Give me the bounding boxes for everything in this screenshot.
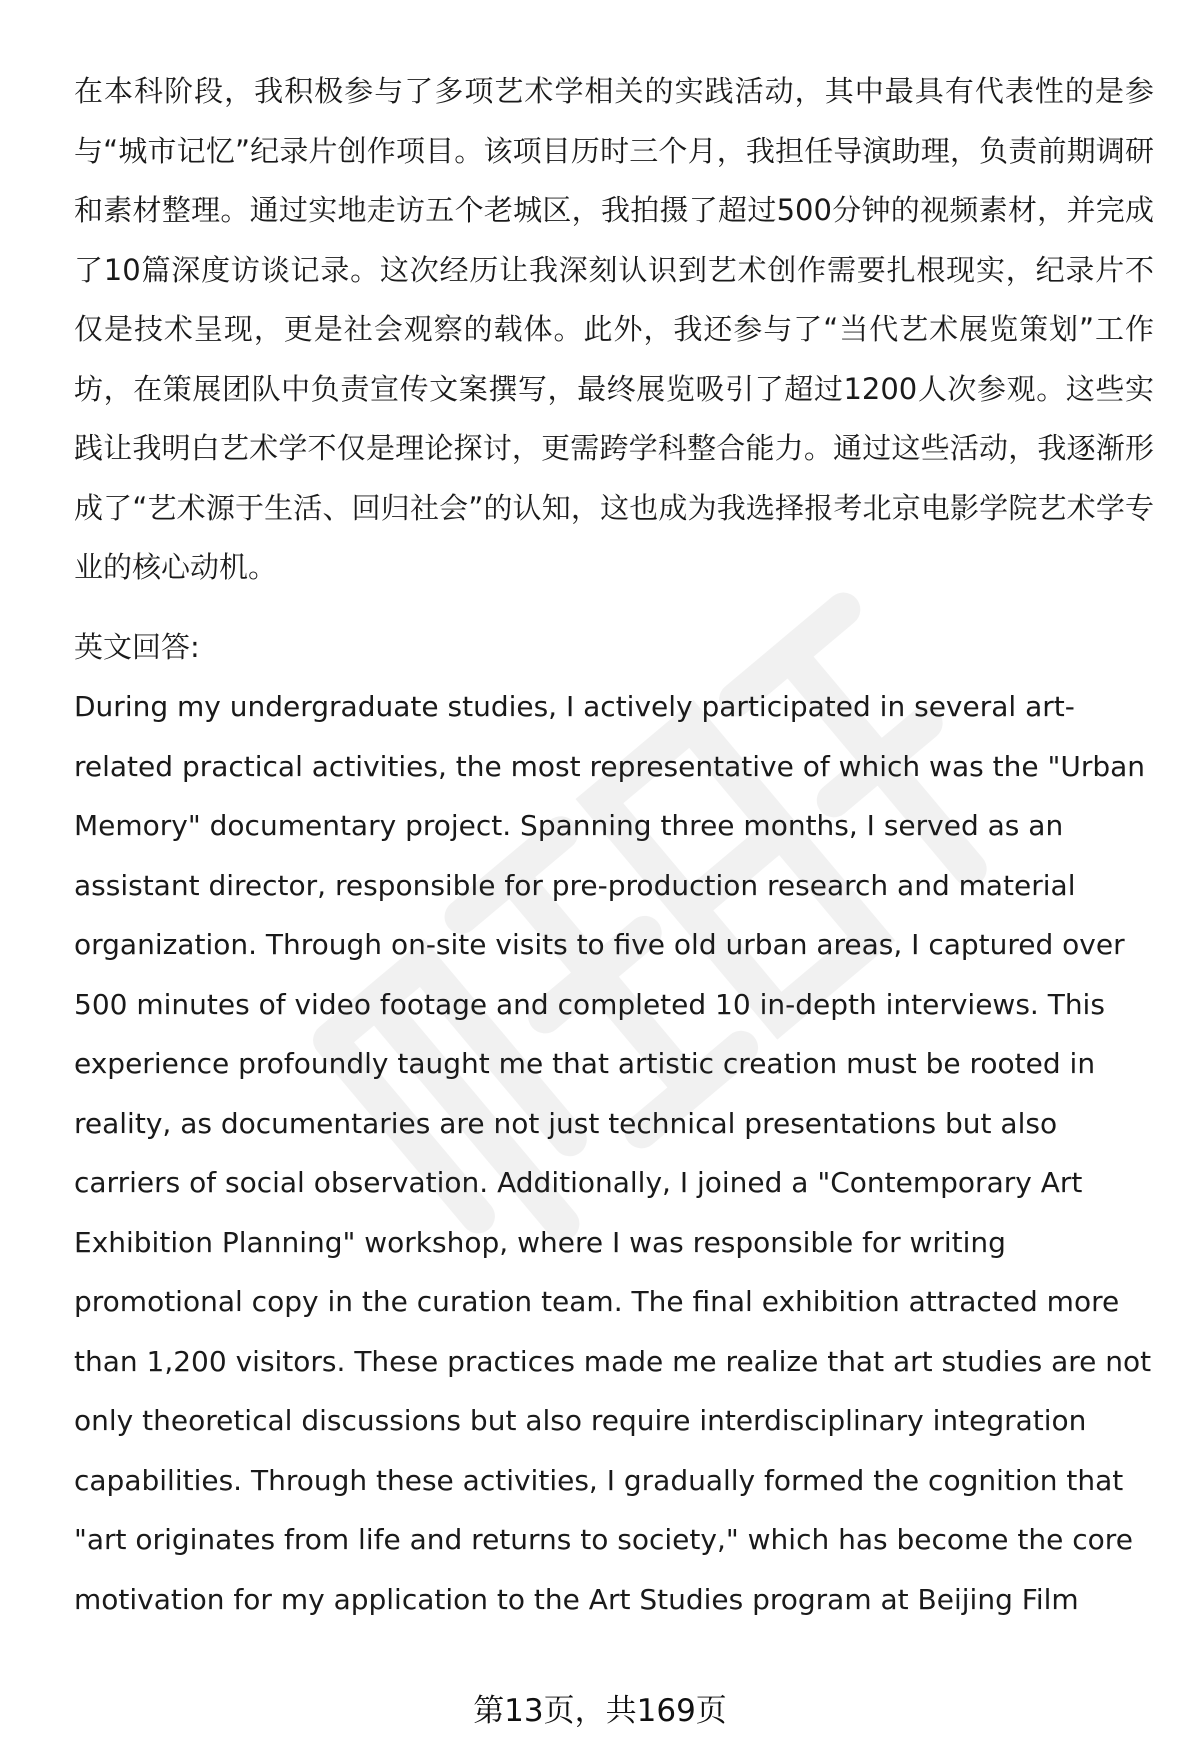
page-number: 第13页，共169页 xyxy=(473,1693,727,1729)
document-page xyxy=(74,62,1154,1629)
chinese-answer-paragraph: 在本科阶段，我积极参与了多项艺术学相关的实践活动，其中最具有代表性的是参与“城市记忆”纪录片创作项目。该项目历时三个月，我担任导演助理，负责前期调研和素材整理。通过实地走访五个老城区，我拍摄了超过500分钟的视频素材，并完成了10篇深度访谈记录。这次经历让我深刻认识到艺术创作需要扎根现实，纪录片不仅是技术呈现，更是社会观察的载体。此外，我还参与了“当代艺术展览策划”工作坊，在策展团队中负责宣传文案撰写，最终展览吸引了超过1200人次参观。这些实践让我明白艺术学不仅是理论探讨，更需跨学科整合能力。通过这些活动，我逐渐形成了“艺术源于生活、回归社会”的认知，这也成为我选择报考北京电影学院艺术学专业的核心动机。 xyxy=(74,74,1154,584)
english-answer-label: 英文回答: xyxy=(74,629,200,664)
english-answer-paragraph: During my undergraduate studies, I actively participated in several art-related practical activities, the most representative of which was the "Urban Memory" documentary project. Spanning three months, I served as an assistant director, responsible for pre-production research and material organization. Through on-site visits to five old urban areas, I captured over 500 minutes of video footage and completed 10 in-depth interviews. This experience profoundly taught me that artistic creation must be rooted in reality, as documentaries are not just technical presentations but also carriers of social observation. Additionally, I joined a "Contemporary Art Exhibition Planning" workshop, where I was responsible for writing promotional copy in the curation team. The final exhibition attracted more than 1,200 visitors. These practices made me realize that art studies are not only theoretical discussions but also require interdisciplinary integration capabilities. Through these activities, I gradually formed the cognition that "art originates from life and returns to society," which has become the core motivation for my application to the Art Studies program at Beijing Film xyxy=(74,690,1152,1616)
